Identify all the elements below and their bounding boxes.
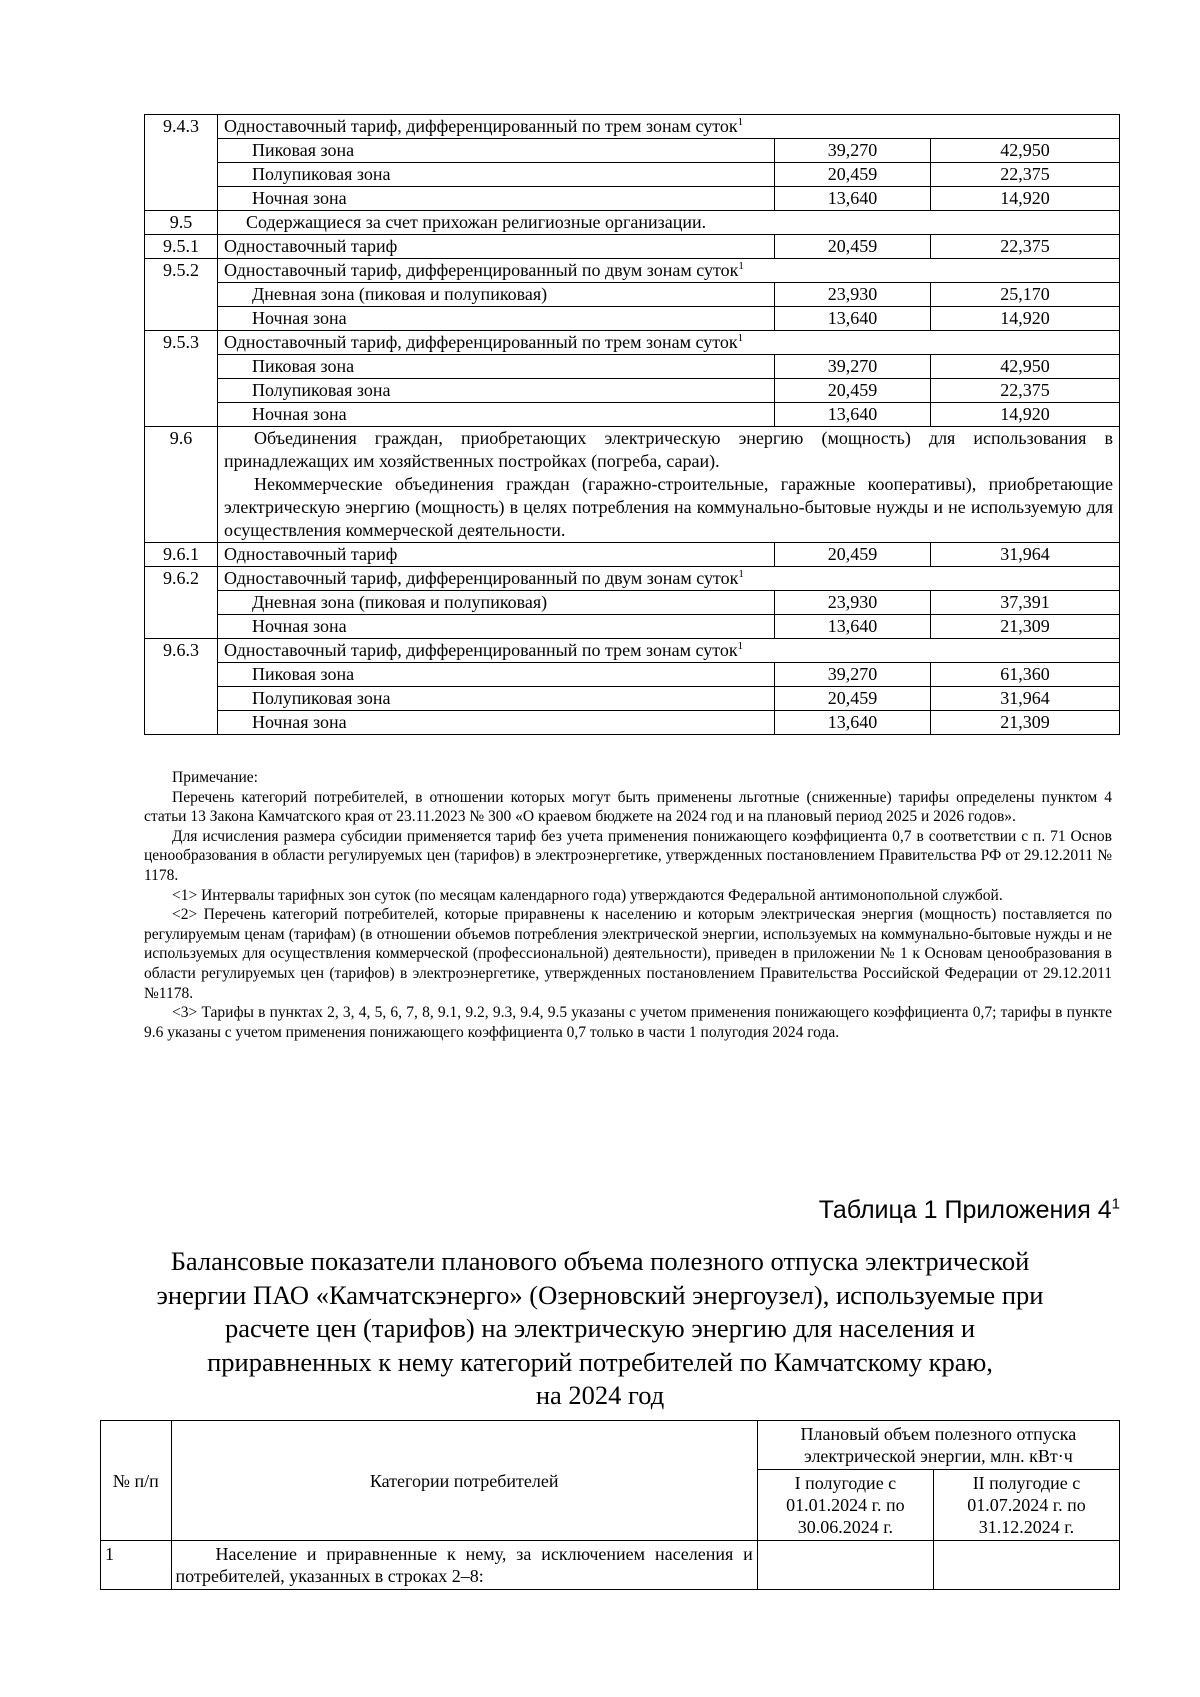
footnote-mark: 1 [738,260,744,272]
column-header-number: № п/п [101,1421,172,1541]
value-h2: 25,170 [931,283,1120,307]
table-row [145,567,1120,591]
row-title [218,639,1120,663]
column-header-h1: I полугодие с 01.01.2024 г. по 30.06.2024 г. [757,1470,933,1541]
value-h1: 39,270 [775,139,931,163]
row-title-text: Одноставочный тариф, дифференцированный по трем зонам суток [224,640,738,660]
row-number: 1 [101,1541,172,1590]
value-h2: 14,920 [931,307,1120,331]
value-h2: 22,375 [931,379,1120,403]
section-paragraph: Некоммерческие объединения граждан (гаражно-строительные, гаражные кооперативы), приобретающие электрическую энергию (мощность) в целях потребления на коммунально-бытовые нужды и не используемую для осуществления коммерческой деятельности. [224,474,1113,540]
table-row [145,663,1120,687]
zone-label: Ночная зона [218,615,775,639]
value-h2: 42,950 [931,355,1120,379]
table-row [145,639,1120,663]
table-row [145,211,1120,235]
value-h2 [933,1541,1119,1590]
table-row [145,115,1120,139]
document-title [120,1245,1080,1413]
row-title-text: Одноставочный тариф, дифференцированный по двум зонам суток [224,260,739,280]
value-h2: 14,920 [931,187,1120,211]
row-title-text: Одноставочный тариф, дифференцированный по трем зонам суток [224,332,738,352]
table-row [145,687,1120,711]
section-description [218,427,1120,543]
table-row [145,543,1120,567]
row-number: 9.5.1 [145,235,218,259]
note-paragraph: <2> Перечень категорий потребителей, которые приравнены к населению и которым электрическая энергия (мощность) поставляется по регулируемым ценам (тарифам) (в отношении объемов потребления электрической энергии, используемых на коммунально-бытовые нужды и не используемых для осуществления коммерческой (профессиональной) деятельности), приведен в приложении № 1 к Основам ценообразования в области регулируемых цен (тарифов) в электроэнергетике, утвержденных постановлением Правительства Российской Федерации от 29.12.2011 №1178. [144,906,1112,1002]
row-category [171,1541,757,1590]
note-section [144,768,1112,1042]
table-row [145,403,1120,427]
table-row [145,235,1120,259]
table-row [145,331,1120,355]
table-row [101,1541,1120,1590]
note-paragraph: <1> Интервалы тарифных зон суток (по месяцам календарного года) утверждаются Федеральной антимонопольной службой. [172,886,1003,904]
zone-label: Ночная зона [218,307,775,331]
section-paragraph: Объединения граждан, приобретающих электрическую энергию (мощность) для использования в принадлежащих им хозяйственных постройках (погреба, сараи). [224,428,1113,471]
value-h2: 31,964 [931,687,1120,711]
value-h1: 20,459 [775,379,931,403]
title-line: приравненных к нему категорий потребителей по Камчатскому краю, [207,1346,993,1377]
row-number: 9.4.3 [145,115,218,211]
table-row [145,283,1120,307]
row-title-text: Одноставочный тариф, дифференцированный по трем зонам суток [224,116,738,136]
footnote-mark: 1 [737,640,744,652]
column-header-h2: II полугодие с 01.07.2024 г. по 31.12.2024 г. [933,1470,1119,1541]
value-h1: 39,270 [775,663,931,687]
row-number: 9.6.1 [145,543,218,567]
title-line: Балансовые показатели планового объема полезного отпуска электрической [170,1246,1030,1276]
note-paragraph: Перечень категорий потребителей, в отношении которых могут быть применены льготные (сниженные) тарифы определены пунктом 4 статьи 13 Закона Камчатского края от 23.11.2023 № 300 «О краевом бюджете на 2024 год и на плановый период 2025 и 2026 годов». [144,788,1112,826]
value-h2: 21,309 [931,615,1120,639]
row-title [218,115,1120,139]
row-title-text: Одноставочный тариф, дифференцированный по двум зонам суток [224,568,739,588]
table-row [145,163,1120,187]
value-h1: 20,459 [775,235,931,259]
title-line: расчете цен (тарифов) на электрическую энергию для населения и [224,1313,976,1343]
table-row [145,355,1120,379]
row-title: Одноставочный тариф [218,543,775,567]
row-number: 9.5.3 [145,331,218,427]
value-h2: 22,375 [931,235,1120,259]
row-number: 9.5.2 [145,259,218,331]
value-h2: 31,964 [931,543,1120,567]
table-reference-text: Таблица 1 Приложения 4 [818,1196,1112,1224]
value-h1: 13,640 [775,711,931,735]
row-title: Одноставочный тариф [218,235,775,259]
value-h2: 21,309 [931,711,1120,735]
zone-label: Ночная зона [218,711,775,735]
zone-label: Ночная зона [218,403,775,427]
zone-label: Пиковая зона [218,663,775,687]
zone-label: Полупиковая зона [218,163,775,187]
footnote-mark: 1 [738,568,744,580]
note-paragraph: <3> Тарифы в пунктах 2, 3, 4, 5, 6, 7, 8, 9.1, 9.2, 9.3, 9.4, 9.5 указаны с учетом применения понижающего коэффициента 0,7; тарифы в пункте 9.6 указаны с учетом применения понижающего коэффициента 0,7 только в части 1 полугодия 2024 года. [144,1004,1112,1041]
column-header-volume: Плановый объем полезного отпуска электрической энергии, млн. кВт·ч [757,1421,1119,1470]
value-h1: 20,459 [775,543,931,567]
row-title [218,259,1120,283]
zone-label: Пиковая зона [218,139,775,163]
value-h1: 39,270 [775,355,931,379]
zone-label: Дневная зона (пиковая и полупиковая) [218,283,775,307]
table-row [145,379,1120,403]
note-paragraph: Для исчисления размера субсидии применяется тариф без учета применения понижающего коэффициента 0,7 в соответствии с п. 71 Основ ценообразования в области регулируемых цен (тарифов) в электроэнергетике, утвержденных постановлением Правительства РФ от 29.12.2011 № 1178. [144,827,1112,884]
table-row [145,187,1120,211]
column-header-category: Категории потребителей [171,1421,757,1541]
section-title: Содержащиеся за счет прихожан религиозные организации. [218,211,1120,235]
value-h1: 23,930 [775,591,931,615]
title-line: энергии ПАО «Камчатскэнерго» (Озерновский энергоузел), используемые при [156,1279,1044,1310]
zone-label: Пиковая зона [218,355,775,379]
value-h1 [757,1541,933,1590]
zone-label: Дневная зона (пиковая и полупиковая) [218,591,775,615]
value-h2: 14,920 [931,403,1120,427]
note-heading: Примечание: [172,769,258,786]
row-number: 9.6.3 [145,639,218,735]
row-title [218,331,1120,355]
zone-label: Полупиковая зона [218,687,775,711]
table-reference [819,1196,1120,1225]
value-h2: 42,950 [931,139,1120,163]
row-title [218,567,1120,591]
tariff-table [144,114,1120,735]
footnote-mark: 1 [737,116,744,128]
value-h2: 22,375 [931,163,1120,187]
footnote-mark: 1 [1111,1195,1120,1213]
footnote-mark: 1 [737,332,744,344]
table-row [145,615,1120,639]
row-number: 9.5 [145,211,218,235]
table-row [145,591,1120,615]
zone-label: Полупиковая зона [218,379,775,403]
value-h1: 13,640 [775,615,931,639]
value-h1: 13,640 [775,307,931,331]
table-row [145,259,1120,283]
value-h1: 20,459 [775,163,931,187]
row-number: 9.6 [145,427,218,543]
value-h1: 13,640 [775,403,931,427]
zone-label: Ночная зона [218,187,775,211]
table-header-row [101,1421,1120,1470]
value-h1: 13,640 [775,187,931,211]
table-row [145,307,1120,331]
value-h1: 20,459 [775,687,931,711]
value-h2: 61,360 [931,663,1120,687]
title-line: на 2024 год [535,1380,665,1410]
table-row [145,711,1120,735]
table-row [145,427,1120,543]
row-number: 9.6.2 [145,567,218,639]
table-row [145,139,1120,163]
row-category-text: Население и приравненные к нему, за исключением населения и потребителей, указанных в строках 2–8: [175,1544,753,1586]
balance-table [100,1420,1120,1590]
value-h2: 37,391 [931,591,1120,615]
value-h1: 23,930 [775,283,931,307]
